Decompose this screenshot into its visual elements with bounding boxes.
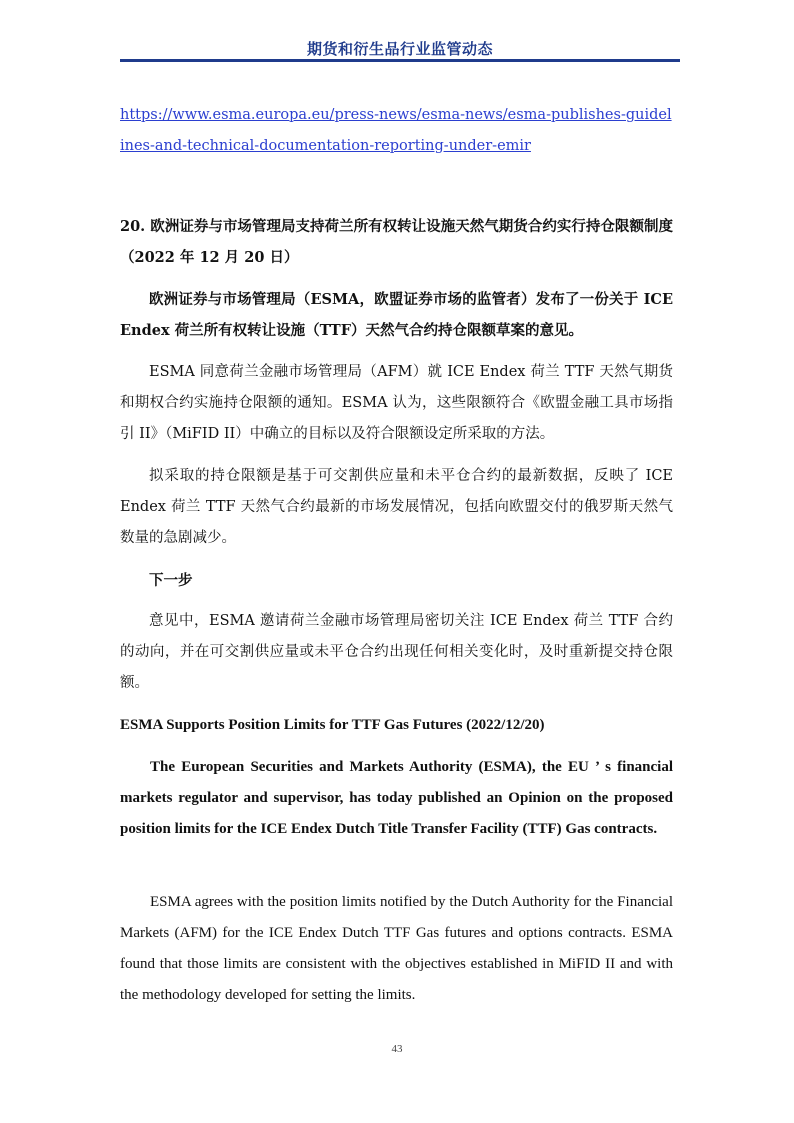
paragraph-zh-1: ESMA 同意荷兰金融市场管理局（AFM）就 ICE Endex 荷兰 TTF 天然气期货和期权合约实施持仓限额的通知。ESMA 认为，这些限额符合《欧盟金融工具市场指引 II》（MiFID II）中确立的目标以及符合限额设定所采取的方法。 — [120, 364, 673, 442]
paragraph-zh-2: 拟采取的持仓限额是基于可交割供应量和未平仓合约的最新数据，反映了 ICE Endex 荷兰 TTF 天然气合约最新的市场发展情况，包括向欧盟交付的俄罗斯天然气数量的急剧减少。 — [120, 468, 673, 546]
paragraph-zh-3: 意见中，ESMA 邀请荷兰金融市场管理局密切关注 ICE Endex 荷兰 TTF 合约的动向，并在可交割供应量或未平仓合约出现任何相关变化时，及时重新提交持仓限额。 — [120, 613, 673, 691]
page-number: 43 — [391, 1043, 403, 1055]
header-rule — [120, 59, 680, 62]
source-link[interactable]: https://www.esma.europa.eu/press-news/esma-news/esma-publishes-guidelines-and-technical-documentation-reporting-under-emir — [120, 107, 672, 154]
section-heading-en: ESMA Supports Position Limits for TTF Gas Futures (2022/12/20) — [120, 717, 545, 733]
paragraph-en-1: ESMA agrees with the position limits notified by the Dutch Authority for the Financial Markets (AFM) for the ICE Endex Dutch TTF Gas futures and options contracts. ESMA found that those limits are consistent with the objectives established in MiFID II and with the methodology developed for setting the limits. — [120, 894, 673, 1003]
lead-paragraph-en: The European Securities and Markets Authority (ESMA), the EU ’ s financial markets regulator and supervisor, has today published an Opinion on the proposed position limits for the ICE Endex Dutch Title Transfer Facility (TTF) Gas contracts. — [120, 759, 673, 837]
section-heading-zh: 20. 欧洲证券与市场管理局支持荷兰所有权转让设施天然气期货合约实行持仓限额制度（2022 年 12 月 20 日） — [120, 218, 673, 266]
lead-paragraph-zh: 欧洲证券与市场管理局（ESMA，欧盟证券市场的监管者）发布了一份关于 ICE Endex 荷兰所有权转让设施（TTF）天然气合约持仓限额草案的意见。 — [120, 291, 673, 339]
running-header-title: 期货和衍生品行业监管动态 — [306, 40, 493, 58]
next-steps-title-zh: 下一步 — [149, 572, 193, 589]
